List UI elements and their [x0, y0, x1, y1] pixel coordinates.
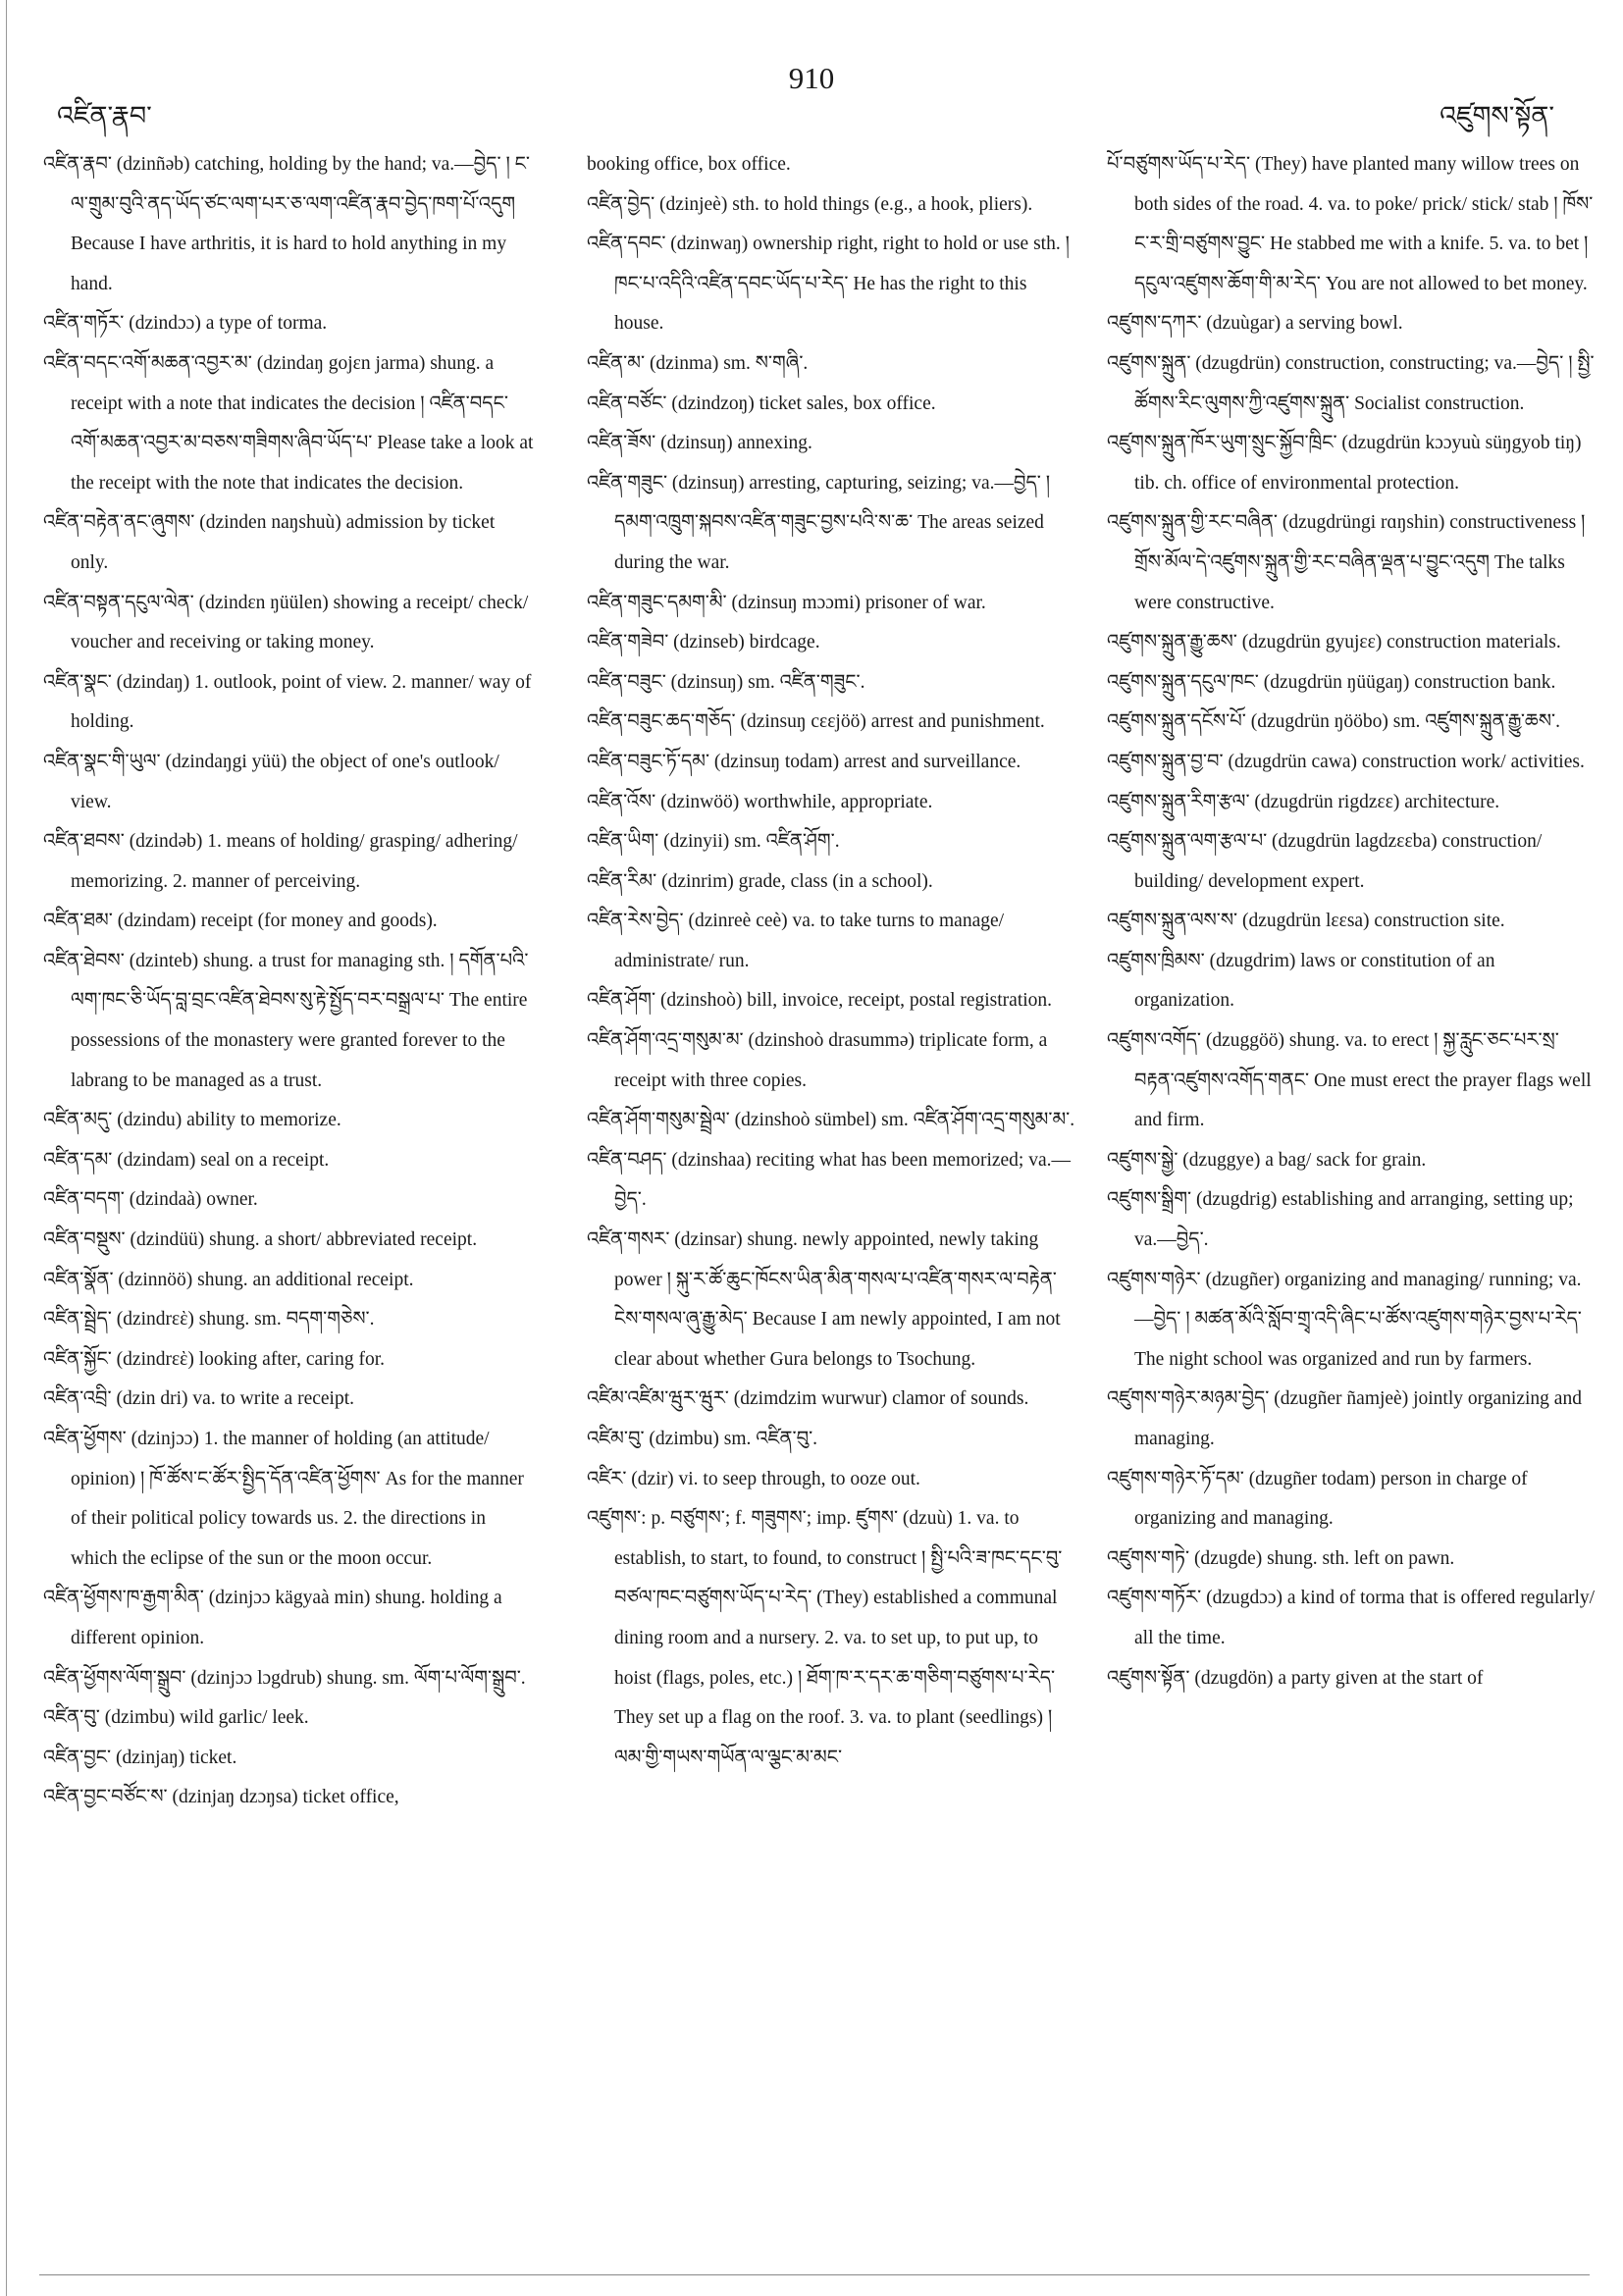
dictionary-entry: འཛུགས་སྐྲུན་གྱི་རང་བཞིན་ (dzugdrüngi rɑŋshin) constructiveness ། གྲོས་མོལ་དེ་འཛུགས་སྐྲུན་གྱི་རང་བཞིན་ལྡན་པ་བྱུང་འདུག The talks were constructive. — [1107, 512, 1586, 613]
dictionary-entry: འཛིན་རྣབ་ (dzinñəb) catching, holding by the hand; va.—བྱེད་ ། ང་ལ་གྲུམ་བུའི་ནད་ཡོད་ཙང་ལག་པར་ཅ་ལག་འཛིན་རྣབ་བྱེད་ཁག་པོ་འདུག Because I have arthritis, it is hard to hold anything in my hand. — [43, 154, 530, 294]
dictionary-entry: འཛིན་འབྲི་ (dzin dri) va. to write a receipt. — [43, 1388, 355, 1410]
dictionary-entry: booking office, box office. — [587, 154, 791, 175]
dictionary-entry: འཛིན་ཕྱོགས་ (dzinjɔɔ) 1. the manner of holding (an attitude/ opinion) ། ཁོ་ཚོས་ང་ཚོར་སྤྱིད་དོན་འཛིན་ཕྱོགས་ As for the manner of their political policy towards us. 2. the directions in which the eclipse of the sun or the moon occur. — [43, 1429, 524, 1569]
dictionary-entry: འཛུགས་སྐྲུན་ལས་ས་ (dzugdrün lɛɛsa) construction site. — [1107, 911, 1505, 932]
dictionary-entry: འཛིན་བཙོང་ (dzindzoŋ) ticket sales, box office. — [587, 392, 936, 414]
dictionary-entry: འཛིན་བདང་འགོ་མཆན་འབྱར་མ་ (dzindaŋ gojɛn jarma) shung. a receipt with a note that indicates the decision ། འཛིན་བདང་འགོ་མཆན་འབྱར་མ་བཅས་གཟིགས་ཞིབ་ཡོད་པ་ Please take a look at the receipt with the note that indicates the decision. — [43, 352, 534, 494]
dictionary-entry: འཛིན་དབང་ (dzinwaŋ) ownership right, right to hold or use sth. ། ཁང་པ་འདིའི་འཛིན་དབང་ཡོད་པ་རེད་ He has the right to this house. — [587, 234, 1070, 335]
dictionary-entry: འཛིན་སྣང་གི་ཡུལ་ (dzindaŋgi yüü) the object of one's outlook/ view. — [43, 751, 499, 812]
header-guide-word-left: འཛིན་རྣབ་ — [57, 101, 152, 131]
dictionary-entry: འཛིན་བཟུང་ (dzinsuŋ) sm. འཛིན་གཟུང་. — [587, 671, 865, 693]
dictionary-entry: འཛིན་ཤོག་འདྲ་གསུམ་མ་ (dzinshoò drasummə) triplicate form, a receipt with three copies. — [587, 1030, 1048, 1091]
dictionary-column-1 — [43, 145, 534, 1818]
dictionary-entry: འཛིན་མ་ (dzinma) sm. ས་གཞི་. — [587, 352, 809, 374]
dictionary-entry: འཛིམ་བུ་ (dzimbu) sm. འཛིན་བུ་. — [587, 1429, 818, 1449]
dictionary-entry: འཛུགས་གཉེར་མཉམ་བྱེད་ (dzugñer ñamjeè) jointly organizing and managing. — [1107, 1388, 1582, 1449]
dictionary-entry: འཛིན་གཟུང་དམག་མི་ (dzinsuŋ mɔɔmi) prisoner of war. — [587, 592, 986, 613]
page-header — [0, 59, 1623, 137]
dictionary-entry: འཛིན་གཟུང་ (dzinsuŋ) arresting, capturing, seizing; va.—བྱེད་ ། དམག་འཁྲུག་སྐབས་འཛིན་གཟུང་བྱས་པའི་ས་ཆ་ The areas seized during the war. — [587, 472, 1051, 573]
dictionary-entry: འཛིན་གསར་ (dzinsar) shung. newly appointed, newly taking power ། སྐུ་ར་ཚོ་ཆུང་ཁོངས་ཡིན་མིན་གསལ་པ་འཛིན་གསར་ལ་བརྟེན་ངེས་གསལ་ཞུ་རྒྱུ་མེད་ Because I am newly appointed, I am not clear about whether Gura belongs to Tsochung. — [587, 1229, 1061, 1370]
dictionary-entry: འཛིན་ཕྱོགས་ཁ་རྒྱག་མིན་ (dzinjɔɔ kägyaà min) shung. holding a different opinion. — [43, 1588, 502, 1648]
dictionary-entry: འཛིན་སྐྱོང་ (dzindrεὲ) looking after, caring for. — [43, 1348, 385, 1370]
left-margin-rule — [6, 0, 7, 2296]
dictionary-entry: འཛིན་ཡིག་ (dzinyii) sm. འཛིན་ཤོག་. — [587, 831, 840, 853]
dictionary-entry: འཛུགས་གཉེར་ཏོ་དམ་ (dzugñer todam) person in charge of organizing and managing. — [1107, 1468, 1528, 1530]
dictionary-entry: འཛུགས་གཏོར་ (dzugdɔɔ) a kind of torma that is offered regularly/ all the time. — [1107, 1588, 1596, 1648]
dictionary-entry: འཛིན་བསྡུས་ (dzindüü) shung. a short/ abbreviated receipt. — [43, 1229, 478, 1251]
dictionary-entry: འཛུགས་སྒྱེ་ (dzuggye) a bag/ sack for grain. — [1107, 1149, 1427, 1171]
dictionary-entry: འཛིན་མདུ་ (dzindu) ability to memorize. — [43, 1110, 341, 1131]
dictionary-entry: འཛིན་ཤོག་གསུམ་སྦྲེལ་ (dzinshoò sümbel) sm. འཛིན་ཤོག་འདྲ་གསུམ་མ་. — [587, 1110, 1075, 1131]
dictionary-entry: འཛིན་ཐབས་ (dzindəb) 1. means of holding/ grasping/ adhering/ memorizing. 2. manner of perceiving. — [43, 831, 518, 892]
dictionary-entry: འཛུགས་སྒྲིག་ (dzugdrig) establishing and arranging, setting up; va.—བྱེད་. — [1107, 1189, 1574, 1251]
header-guide-word-right: འཛུགས་སྟོན་ — [1440, 101, 1554, 131]
dictionary-entry: འཛུགས་སྐྲུན་དངོས་པོ་ (dzugdrün ŋööbo) sm. འཛུགས་སྐྲུན་རྒྱུ་ཆས་. — [1107, 711, 1560, 733]
dictionary-entry: འཛུགས་འགོད་ (dzuggöö) shung. va. to erect ། སྐྱ་རླུང་ཅང་པར་སྲ་བརྟན་འཛུགས་འགོད་གནང་ One must erect the prayer flags well and firm. — [1107, 1030, 1592, 1131]
dictionary-entry: འཛིན་བུ་ (dzimbu) wild garlic/ leek. — [43, 1707, 309, 1729]
dictionary-column-3 — [1107, 145, 1597, 1698]
dictionary-entry: འཛུགས་སྐྲུན་ཁོར་ཡུག་སྲུང་སྐྱོབ་ཁྲིང་ (dzugdrün kɔɔyuù süŋgyob tiŋ) tib. ch. office of environmental protection. — [1107, 433, 1582, 494]
dictionary-entry: འཛུགས་སྐྲུན་རིག་རྩལ་ (dzugdrün rigdzɛɛ) architecture. — [1107, 791, 1500, 812]
dictionary-entry: འཛུགས་སྐྲུན་ (dzugdrün) construction, constructing; va.—བྱེད་ ། སྤྱི་ཚོགས་རིང་ལུགས་ཀྱི་འཛུགས་སྐྲུན་ Socialist construction. — [1107, 352, 1595, 414]
dictionary-entry: འཛིན་ཐེབས་ (dzinteb) shung. a trust for managing sth. ། དགོན་པའི་ལག་ཁང་ཅི་ཡོད་བླ་བྲང་འཛིན་ཐེབས་སུ་རྟེ་སྤྱོད་བར་བསྒྲལ་པ་ The entire possessions of the monastery were granted forever to the labrang to be managed as a trust. — [43, 950, 529, 1091]
dictionary-entry: འཛུགས་གཏེ་ (dzugde) shung. sth. left on pawn. — [1107, 1547, 1455, 1569]
dictionary-entry: འཛིན་གཏོར་ (dzindɔɔ) a type of torma. — [43, 313, 328, 335]
dictionary-entry: འཛིན་བསྟན་དངུལ་ལེན་ (dzindɛn ŋüülen) showing a receipt/ check/ voucher and receiving or taking money. — [43, 592, 529, 653]
page-number: 910 — [788, 61, 835, 95]
dictionary-entry: འཛིན་བྱེད་ (dzinjeè) sth. to hold things (e.g., a hook, pliers). — [587, 193, 1033, 215]
dictionary-entry: འཛུགས་སྟོན་ (dzugdön) a party given at the start of — [1107, 1667, 1484, 1689]
dictionary-entry: འཛིན་དམ་ (dzindam) seal on a receipt. — [43, 1149, 330, 1171]
dictionary-entry: འཛིན་བརྟེན་ནང་ཞུགས་ (dzinden naŋshuù) admission by ticket only. — [43, 512, 496, 573]
dictionary-entry: འཛིན་བྱང་ (dzinjaŋ) ticket. — [43, 1747, 237, 1768]
dictionary-entry: འཛིན་བཤད་ (dzinshaa) reciting what has been memorized; va.—བྱེད་. — [587, 1149, 1071, 1211]
dictionary-entry: འཛིན་རེས་བྱེད་ (dzinreè ceè) va. to take turns to manage/ administrate/ run. — [587, 911, 1005, 971]
dictionary-entry: འཛུགས་སྐྲུན་དངུལ་ཁང་ (dzugdrün ŋüügaŋ) construction bank. — [1107, 671, 1556, 693]
dictionary-column-2 — [587, 145, 1077, 1778]
dictionary-entry: འཛིན་ཕྱོགས་ལོག་སྒྲུབ་ (dzinjɔɔ lɔgdrub) shung. sm. ལོག་པ་ལོག་སྒྲུབ་. — [43, 1667, 526, 1689]
bottom-rule — [39, 2274, 1590, 2275]
dictionary-entry: འཛུགས་སྐྲུན་རྒྱུ་ཆས་ (dzugdrün gyujɛɛ) construction materials. — [1107, 632, 1561, 653]
dictionary-entry: འཛིར་ (dzir) vi. to seep through, to ooze out. — [587, 1468, 920, 1489]
dictionary-entry: འཛུགས་ཁྲིམས་ (dzugdrim) laws or constitution of an organization. — [1107, 950, 1495, 1012]
dictionary-entry: འཛིན་བདག་ (dzindaà) owner. — [43, 1189, 258, 1211]
dictionary-entry: པོ་བཙུགས་ཡོད་པ་རེད་ (They) have planted many willow trees on both sides of the road. 4. va. to poke/ prick/ stick/ stab ། ཁོས་ང་ར་གྲི་བཙུགས་བྱུང་ He stabbed me with a knife. 5. va. to bet ། དངུལ་འཛུགས་ཆོག་གི་མ་རེད་ You are not allowed to bet money. — [1107, 154, 1594, 294]
dictionary-entry: འཛིན་བཟུང་ཆད་གཅོད་ (dzinsuŋ cɛɛjöö) arrest and punishment. — [587, 711, 1045, 733]
dictionary-entry: འཛིན་སྦྲེད་ (dzindrεὲ) shung. sm. བདག་གཅེས་. — [43, 1309, 375, 1331]
dictionary-entry: འཛུགས་གཉེར་ (dzugñer) organizing and managing/ running; va.—བྱེད་ ། མཚན་མོའི་སློབ་གྲྭ་འདི་ཞིང་པ་ཚོས་འཛུགས་གཉེར་བྱས་པ་རེད་ The night school was organized and run by farmers. — [1107, 1269, 1582, 1370]
dictionary-entry: འཛིན་སྣོན་ (dzinnöö) shung. an additional receipt. — [43, 1269, 414, 1290]
dictionary-entry: འཛིན་ཤོག་ (dzinshoò) bill, invoice, receipt, postal registration. — [587, 990, 1053, 1012]
dictionary-entry: འཛུགས་དཀར་ (dzuùgar) a serving bowl. — [1107, 313, 1403, 335]
dictionary-entry: འཛུགས་: p. བཙུགས་; f. གཟུགས་; imp. ཛུགས་ (dzuù) 1. va. to establish, to start, to found, to construct ། སྤྱི་པའི་ཟ་ཁང་དང་བུ་བཙལ་ཁང་བཙུགས་ཡོད་པ་རེད་ (They) established a communal dining room and a nursery. 2. va. to set up, to put up, to hoist (flags, poles, etc.) ། ཐོག་ཁ་ར་དར་ཆ་གཅིག་བཙུགས་པ་རེད་ They set up a flag on the roof. 3. va. to plant (seedlings) ། ལམ་གྱི་གཡས་གཡོན་ལ་ལྕང་མ་མང་ — [587, 1508, 1063, 1768]
dictionary-entry: འཛིན་གཟེབ་ (dzinseb) birdcage. — [587, 632, 820, 653]
dictionary-entry: འཛིན་རིམ་ (dzinrim) grade, class (in a school). — [587, 870, 933, 892]
dictionary-entry: འཛིན་སྣང་ (dzindaŋ) 1. outlook, point of view. 2. manner/ way of holding. — [43, 671, 532, 733]
dictionary-entry: འཛུགས་སྐྲུན་བྱ་བ་ (dzugdrün cawa) construction work/ activities. — [1107, 751, 1585, 772]
dictionary-entry: འཛིན་བཟུང་ཏོ་དམ་ (dzinsuŋ todam) arrest and surveillance. — [587, 751, 1021, 772]
dictionary-entry: འཛིན་འོས་ (dzinwöö) worthwhile, appropriate. — [587, 791, 933, 812]
dictionary-entry: འཛིན་ཟོས་ (dzinsuŋ) annexing. — [587, 433, 812, 454]
dictionary-entry: འཛིན་བྱང་བཙོང་ས་ (dzinjaŋ dzɔŋsa) ticket office, — [43, 1787, 399, 1808]
dictionary-entry: འཛིན་ཐམ་ (dzindam) receipt (for money and goods). — [43, 911, 438, 932]
dictionary-entry: འཛིམ་འཛིམ་ཝུར་ཝུར་ (dzimdzim wurwur) clamor of sounds. — [587, 1388, 1029, 1410]
dictionary-entry: འཛུགས་སྐྲུན་ལག་རྩལ་པ་ (dzugdrün lagdzɛɛba) construction/ building/ development expert. — [1107, 831, 1543, 892]
